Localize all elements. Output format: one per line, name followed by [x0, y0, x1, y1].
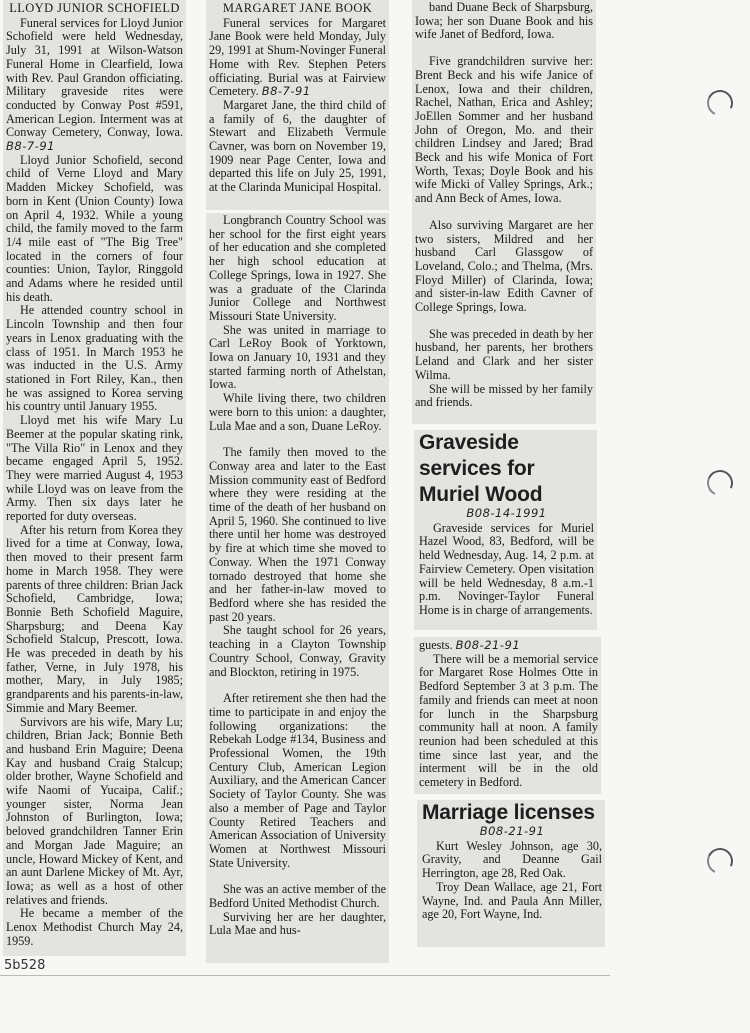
obituary-paragraph: She will be missed by her family and friends. — [415, 381, 593, 410]
binder-hole — [703, 466, 736, 499]
obituary-paragraph: Funeral services for Margaret Jane Book were held Monday, July 29, 1991 at Shum-Novinger Funeral Home with Rev. Stephen Peters officiating. Burial was at Fairview Cemetery. B8-7-91 — [209, 15, 386, 99]
obituary-paragraph: The family then moved to the Conway area and later to the East Mission community east of Bedford where they were residing at the time of the death of her husband on April 5, 1960. She continued to live there until her home was destroyed by fire at which time she moved to Conway. When the 1971 Conway tornado destroyed that home she and her father-in-law moved to Bedford where she has resided the past 20 years. — [209, 445, 386, 624]
binder-hole — [703, 844, 736, 877]
obituary-lloyd-schofield — [3, 0, 186, 956]
obituary-margaret-book-continued — [206, 213, 389, 963]
notice-margaret-otte — [414, 637, 601, 794]
handwritten-note: B08-21-91 — [455, 638, 521, 652]
obituary-paragraph: Also surviving Margaret are her two sisters, Mildred and her husband Carl Glassgow of Loveland, Colo.; and Thelma, (Mrs. Floyd Miller) of Clarinda, Iowa; and sister-in-law Edith Cavner of College Springs, Iowa. — [415, 217, 593, 315]
obituary-paragraph: Lloyd met his wife Mary Lu Beemer at the popular skating rink, "The Villa Rio" in Lenox and they became engaged April 5, 1952. They were married August 4, 1953 while Lloyd was on leave from the Army. Then six days later he reported for duty overseas. — [6, 413, 183, 524]
obituary-title: MARGARET JANE BOOK — [222, 1, 373, 15]
notice-headline: Marriage licenses — [422, 801, 595, 824]
obituary-paragraph: Margaret Jane, the third child of a family of 6, the daughter of Stewart and Elizabeth Vermule Cavner, was born on November 19, 1909 near Page Center, Iowa and departed this life on July 25, 1991, at the Clarinda Municipal Hospital. — [209, 97, 386, 195]
binder-hole — [703, 86, 736, 119]
obituary-margaret-book-survivors — [412, 0, 596, 424]
handwritten-note: B08-21-91 — [479, 824, 545, 838]
obituary-paragraph: She was united in marriage to Carl LeRoy Book of Yorktown, Iowa on January 10, 1931 and they started farming north of Athelstan, Iowa. — [209, 322, 386, 392]
obituary-paragraph: Lloyd Junior Schofield, second child of Verne Lloyd and Mary Madden Mickey Schofield, was born in Kent (Union County) Iowa on April 4, 1932. While a young child, the family moved to the farm 1/4 mile east of "The Big Tree" located in the corners of four counties: Union, Taylor, Ringgold and Adams where he resided until his death. — [6, 152, 183, 304]
obituary-paragraph: Funeral services for Lloyd Junior Schofield were held Wednesday, July 31, 1991 at Wilson-Watson Funeral Home in Clearfield, Iowa with Rev. Paul Grandon officiating. Military graveside rites were conducted by Conway Post #591, American Legion. Interment was at Conway Cemetery, Conway, Iowa. B8-7-91 — [6, 15, 183, 154]
obituary-title: LLOYD JUNIOR SCHOFIELD — [9, 1, 180, 15]
notice-body: Troy Dean Wallace, age 21, Fort Wayne, Ind. and Paula Ann Miller, age 20, Fort Wayne, Ind. — [422, 879, 602, 922]
obituary-paragraph: Five grandchildren survive her: Brent Beck and his wife Janice of Lenox, Iowa and their children, Rachel, Nathan, Erica and Ashley; JoEllen Sommer and her husband John of Oregon, Mo. and their children Lindsey and Jared; Brad Beck and his wife Monica of Fort Worth, Texas; Doyle Book and his wife Micki of Valley Springs, Ark.; and Ann Beck of Ames, Iowa. — [415, 54, 593, 206]
obituary-paragraph: Survivors are his wife, Mary Lu; children, Brian Jack; Bonnie Beth and husband Erin Maguire; Deena Kay and husband Craig Stalcup; older brother, Wayne Schofield and wife Naomi of Yucaipa, Calif.; younger sister, Norma Jean Johnston of Burlington, Iowa; beloved grandchildren Tanner Erin and Morgan Jade Maguire; an uncle, Howard Mickey of Kent, and an aunt Darlene Mickey of Mt. Ayr, Iowa; as well as a host of other relatives and friends. — [6, 714, 183, 907]
notice-body: There will be a memorial service for Margaret Rose Holmes Otte in Bedford September 3 at 3 p.m. The family and friends can meet at noon for lunch in the Sharpsburg community hall at noon. A family reunion had been scheduled at this time since last year, and the interment will be in the old cemetery in Bedford. — [419, 651, 598, 790]
obituary-paragraph: band Duane Beck of Sharpsburg, Iowa; her son Duane Book and his wife Janet of Bedford, Iowa. — [415, 0, 593, 42]
obituary-paragraph: She taught school for 26 years, teaching in a Clayton Township Country School, Conway, Gravity and Blockton, retiring in 1975. — [209, 623, 386, 679]
obituary-paragraph: While living there, two children were born to this union: a daughter, Lula Mae and a son, Duane LeRoy. — [209, 391, 386, 433]
notice-lead: guests. B08-21-91 — [419, 638, 521, 652]
page-note: 5b528 — [4, 958, 46, 973]
page-edge-line — [0, 975, 610, 976]
notice-marriage-licenses — [417, 800, 605, 947]
obituary-paragraph: Surviving her are her daughter, Lula Mae and hus- — [209, 909, 386, 938]
handwritten-note: B8-7-91 — [6, 139, 55, 154]
obituary-paragraph: He attended country school in Lincoln Township and then four years in Lenox graduating with the class of 1951. In March 1953 he was inducted in the U.S. Army stationed in Fort Riley, Kan., then he was assigned to Korea serving his country until January 1955. — [6, 303, 183, 414]
obituary-paragraph: He became a member of the Lenox Methodist Church May 24, 1959. — [6, 906, 183, 948]
obituary-paragraph: She was an active member of the Bedford United Methodist Church. — [209, 882, 386, 911]
obituary-paragraph: After retirement she then had the time to participate in and enjoy the following organizations: the Rebekah Lodge #134, Business and Professional Women, the 19th Century Club, American Legion Auxiliary, and the American Cancer Society of Taylor County. She was also a member of Page and Taylor County Retired Teachers and American Association of University Women at Northwest Missouri State University. — [209, 691, 386, 870]
handwritten-note: B08-14-1991 — [466, 506, 547, 520]
obituary-paragraph: Longbranch Country School was her school for the first eight years of her education and she completed her high school education at College Springs, Iowa in 1927. She was a graduate of the Clarinda Junior College and Northwest Missouri State University. — [209, 213, 386, 323]
handwritten-note: B8-7-91 — [261, 84, 311, 99]
notice-headline: Graveside services for Muriel Wood — [419, 431, 543, 506]
notice-muriel-wood — [414, 430, 597, 630]
obituary-margaret-book — [206, 0, 389, 210]
obituary-paragraph: After his return from Korea they lived for a time at Conway, Iowa, then moved to their present farm home in March 1958. They were parents of three children: Brian Jack Schofield, Cambridge, Iowa; Bonnie Beth Schofield Maguire, Sharpsburg; and Deena Kay Schofield Stalcup, Prescott, Iowa. He was preceded in death by his father, Verne, in July 1978, his mother, Mary, in July 1985; grandparents and his parents-in-law, Simmie and Mary Beemer. — [6, 522, 183, 715]
notice-body: Graveside services for Muriel Hazel Wood, 83, Bedford, will be held Wednesday, Aug. 14, 2 p.m. at Fairview Cemetery. Open visitation will be held Wednesday, 8 a.m.-1 p.m. Novinger-Taylor Funeral Home is in charge of arrangements. — [419, 520, 594, 617]
notice-body: Kurt Wesley Johnson, age 30, Gravity, and Deanne Gail Herrington, age 28, Red Oak. — [422, 838, 602, 881]
obituary-paragraph: She was preceded in death by her husband, her parents, her brothers Leland and Clark and her sister Wilma. — [415, 326, 593, 382]
